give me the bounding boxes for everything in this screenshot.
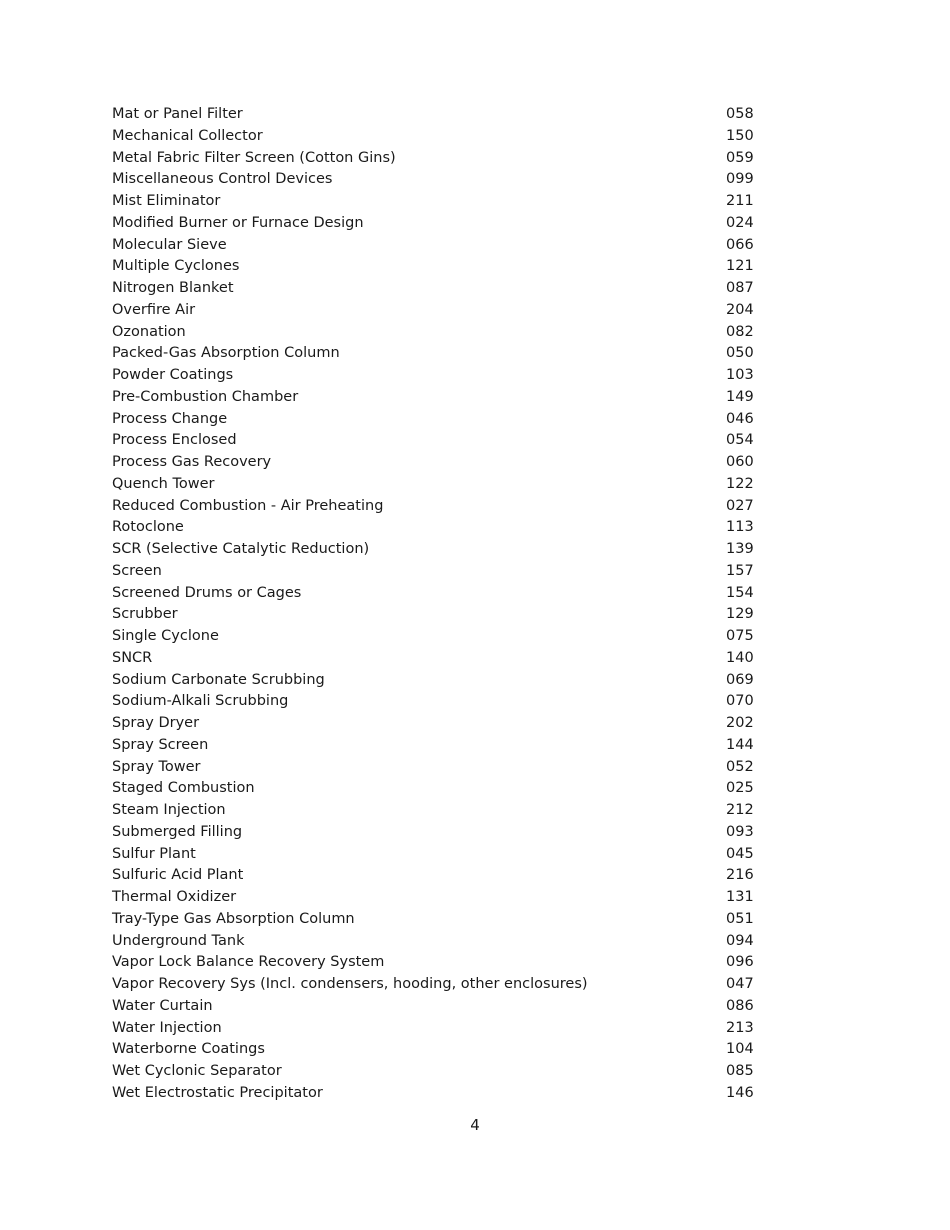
- list-item: [112, 1018, 762, 1040]
- device-code: 087: [726, 280, 754, 296]
- device-code: 051: [726, 910, 754, 927]
- device-name: Process Enclosed: [112, 432, 237, 449]
- device-code: 085: [726, 1063, 754, 1079]
- device-name: SCR (Selective Catalytic Reduction): [112, 541, 370, 557]
- device-name: Wet Cyclonic Separator: [112, 1063, 282, 1079]
- device-code: 093: [726, 823, 754, 840]
- device-name: Mechanical Collector: [112, 127, 263, 144]
- list-item: [112, 865, 762, 887]
- list-item: [112, 887, 762, 909]
- device-name: Overfire Air: [112, 301, 196, 318]
- device-name: Sodium-Alkali Scrubbing: [112, 693, 289, 710]
- device-code: 129: [726, 606, 754, 623]
- device-name: Miscellaneous Control Devices: [112, 171, 333, 188]
- list-item: [112, 213, 762, 235]
- device-name: Scrubber: [112, 606, 178, 623]
- device-code: 047: [726, 976, 754, 992]
- list-item: [112, 648, 762, 670]
- device-name: Mat or Panel Filter: [112, 106, 243, 122]
- device-name: Molecular Sieve: [112, 236, 227, 253]
- list-item: [112, 148, 762, 170]
- device-name: Tray-Type Gas Absorption Column: [112, 910, 355, 927]
- device-name: Screen: [112, 562, 162, 579]
- list-item: [112, 604, 762, 626]
- list-item: [112, 1039, 762, 1061]
- list-item: [112, 822, 762, 844]
- list-item: [112, 474, 762, 496]
- list-item: [112, 909, 762, 931]
- device-code: 122: [726, 475, 754, 492]
- device-code: 027: [726, 497, 754, 514]
- list-item: [112, 844, 762, 866]
- list-item: [112, 757, 762, 779]
- device-code: 069: [726, 671, 754, 688]
- list-item: [112, 952, 762, 974]
- device-name: Waterborne Coatings: [112, 1041, 265, 1058]
- list-item: [112, 126, 762, 148]
- device-code: 103: [726, 367, 754, 383]
- device-name: Process Gas Recovery: [112, 454, 272, 470]
- device-name: Wet Electrostatic Precipitator: [112, 1084, 323, 1101]
- list-item: [112, 452, 762, 474]
- device-name: Rotoclone: [112, 519, 184, 536]
- control-device-code-list: [112, 104, 762, 1105]
- device-code: 025: [726, 780, 754, 797]
- list-item: [112, 104, 762, 126]
- list-item: [112, 256, 762, 278]
- list-item: [112, 365, 762, 387]
- device-code: 050: [726, 345, 754, 362]
- device-name: Steam Injection: [112, 802, 226, 818]
- device-code: 140: [726, 649, 754, 666]
- device-name: Spray Tower: [112, 758, 201, 775]
- list-item: [112, 430, 762, 452]
- device-name: Reduced Combustion - Air Preheating: [112, 497, 384, 514]
- device-code: 146: [726, 1084, 754, 1101]
- device-code: 212: [726, 802, 754, 818]
- device-code: 216: [726, 867, 754, 884]
- list-item: [112, 409, 762, 431]
- device-code: 149: [726, 388, 754, 405]
- device-name: Nitrogen Blanket: [112, 280, 234, 296]
- device-name: Multiple Cyclones: [112, 258, 240, 275]
- device-name: Sulfuric Acid Plant: [112, 867, 244, 884]
- list-item: [112, 278, 762, 300]
- device-name: Underground Tank: [112, 932, 245, 949]
- device-code: 139: [726, 541, 754, 557]
- device-code: 082: [726, 323, 754, 340]
- device-code: 154: [726, 584, 754, 601]
- device-code: 052: [726, 758, 754, 775]
- device-code: 213: [726, 1019, 754, 1036]
- device-name: Submerged Filling: [112, 823, 243, 840]
- list-item: [112, 517, 762, 539]
- device-code: 211: [726, 193, 754, 209]
- list-item: [112, 583, 762, 605]
- device-code: 054: [726, 432, 754, 449]
- device-name: Mist Eliminator: [112, 193, 221, 209]
- device-name: Process Change: [112, 410, 228, 427]
- device-code: 075: [726, 628, 754, 644]
- list-item: [112, 322, 762, 344]
- list-item: [112, 931, 762, 953]
- list-item: [112, 496, 762, 518]
- device-code: 204: [726, 301, 754, 318]
- device-name: Water Curtain: [112, 997, 213, 1014]
- list-item: [112, 996, 762, 1018]
- list-item: [112, 800, 762, 822]
- list-item: [112, 626, 762, 648]
- page-number: 4: [470, 1116, 480, 1134]
- device-name: Pre-Combustion Chamber: [112, 388, 299, 405]
- list-item: [112, 735, 762, 757]
- device-code: 131: [726, 889, 754, 905]
- list-item: [112, 670, 762, 692]
- list-item: [112, 169, 762, 191]
- device-name: Spray Screen: [112, 736, 209, 753]
- device-name: SNCR: [112, 649, 153, 666]
- device-code: 121: [726, 258, 754, 275]
- device-code: 059: [726, 149, 754, 166]
- list-item: [112, 191, 762, 213]
- list-item: [112, 778, 762, 800]
- device-code: 099: [726, 171, 754, 188]
- list-item: [112, 387, 762, 409]
- device-name: Packed-Gas Absorption Column: [112, 345, 340, 362]
- device-code: 060: [726, 454, 754, 470]
- device-name: Quench Tower: [112, 475, 215, 492]
- device-code: 046: [726, 410, 754, 427]
- device-name: Water Injection: [112, 1019, 222, 1036]
- device-code: 070: [726, 693, 754, 710]
- device-name: Single Cyclone: [112, 628, 219, 644]
- device-name: Vapor Lock Balance Recovery System: [112, 954, 385, 971]
- list-item: [112, 1061, 762, 1083]
- device-name: Powder Coatings: [112, 367, 234, 383]
- device-code: 104: [726, 1041, 754, 1058]
- device-code: 096: [726, 954, 754, 971]
- device-code: 066: [726, 236, 754, 253]
- list-item: [112, 300, 762, 322]
- device-name: Metal Fabric Filter Screen (Cotton Gins): [112, 149, 396, 166]
- device-code: 157: [726, 562, 754, 579]
- device-code: 058: [726, 106, 754, 122]
- device-name: Modified Burner or Furnace Design: [112, 214, 364, 231]
- list-item: [112, 1083, 762, 1105]
- list-item: [112, 561, 762, 583]
- device-code: 144: [726, 736, 754, 753]
- device-name: Staged Combustion: [112, 780, 255, 797]
- list-item: [112, 713, 762, 735]
- device-name: Thermal Oxidizer: [112, 889, 237, 905]
- device-name: Sulfur Plant: [112, 845, 196, 862]
- device-name: Ozonation: [112, 323, 186, 340]
- device-code: 113: [726, 519, 754, 536]
- list-item: [112, 691, 762, 713]
- list-item: [112, 974, 762, 996]
- device-code: 086: [726, 997, 754, 1014]
- device-code: 150: [726, 127, 754, 144]
- device-name: Screened Drums or Cages: [112, 584, 302, 601]
- list-item: [112, 343, 762, 365]
- device-code: 024: [726, 214, 754, 231]
- device-code: 094: [726, 932, 754, 949]
- device-name: Sodium Carbonate Scrubbing: [112, 671, 325, 688]
- device-code: 045: [726, 845, 754, 862]
- list-item: [112, 539, 762, 561]
- list-item: [112, 235, 762, 257]
- device-name: Spray Dryer: [112, 715, 200, 731]
- device-code: 202: [726, 715, 754, 731]
- device-name: Vapor Recovery Sys (Incl. condensers, hooding, other enclosures): [112, 976, 588, 992]
